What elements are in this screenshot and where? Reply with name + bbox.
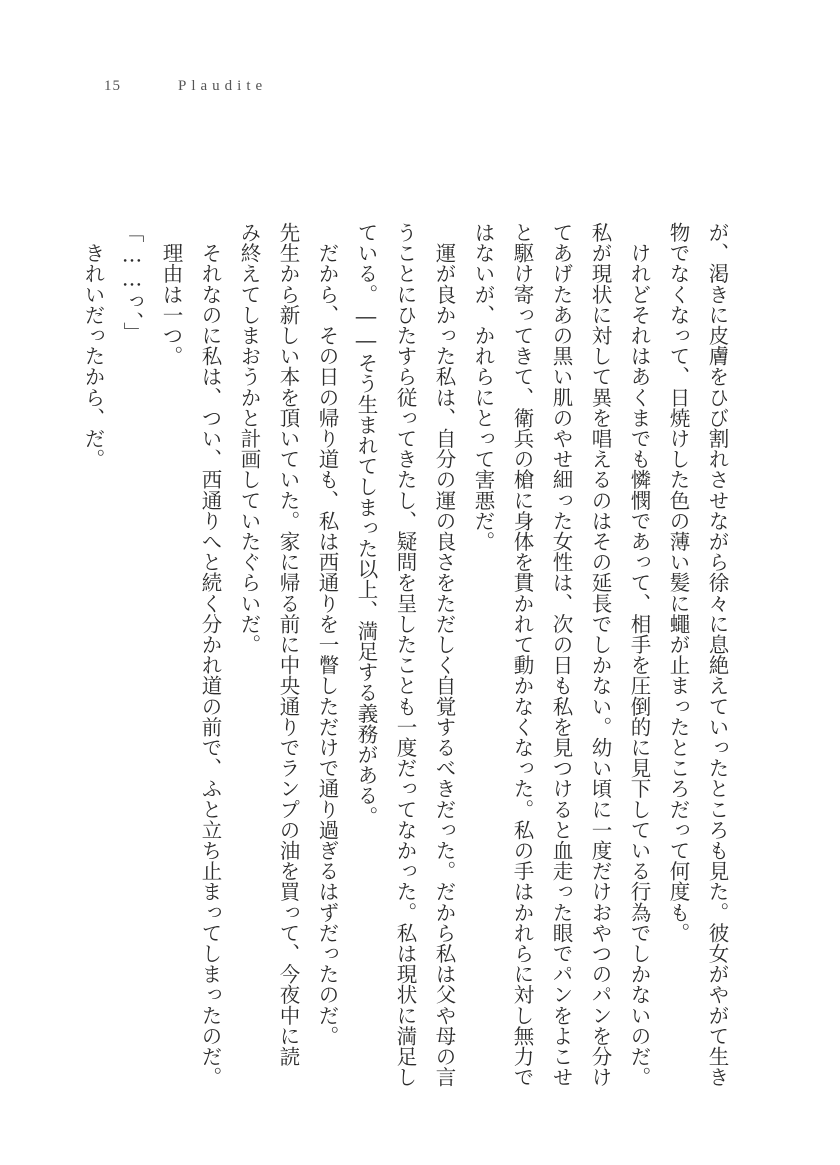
text-line: うことにひたすら従ってきたし、疑問を呈したことも一度だってなかった。私は現状に満足し: [393, 222, 417, 1088]
page-header: [104, 78, 736, 98]
text-line: それなのに私は、つい、西通りへと続く分かれ道の前で、ふと立ち止まってしまったのだ。: [198, 222, 222, 1088]
text-line: 運が良かった私は、自分の運の良さをただしく自覚するべきだった。だから私は父や母の言: [432, 222, 456, 1088]
text-line: 先生から新しい本を頂いていた。家に帰る前に中央通りでランプの油を買って、今夜中に読: [276, 222, 300, 1067]
vertical-text-body: [81, 222, 736, 1088]
text-line: 理由は一つ。: [159, 222, 183, 367]
text-line: ている。――そう生まれてしまった以上、満足する義務がある。: [354, 222, 378, 827]
text-line: けれどそれはあくまでも憐憫であって、相手を圧倒的に見下している行為でしかないのだ。: [627, 222, 651, 1088]
text-line: てあげたあの黒い肌のやせ細った女性は、次の日も私を見つけると血走った眼でパンをよこせ: [549, 222, 573, 1088]
running-title: Plaudite: [178, 78, 268, 94]
text-line: 「……っ、」: [120, 222, 144, 343]
text-line: と駆け寄ってきて、衛兵の槍に身体を貫かれて動かなくなった。私の手はかれらに対し無力で: [510, 222, 534, 1088]
text-line: だから、その日の帰り道も、私は西通りを一瞥しただけで通り過ぎるはずだったのだ。: [315, 222, 339, 1046]
page-number: 15: [104, 78, 121, 94]
text-line: が、渇きに皮膚をひび割れさせながら徐々に息絶えていったところも見た。彼女がやがて生き: [705, 222, 729, 1088]
text-line: 物でなくなって、日焼けした色の薄い髪に蠅が止まったところだって何度も。: [666, 222, 690, 943]
text-line: きれいだったから、だ。: [81, 222, 105, 470]
text-line: 私が現状に対して異を唱えるのはその延長でしかない。幼い頃に一度だけおやつのパンを分け: [588, 222, 612, 1088]
text-line: み終えてしまおうかと計画していたぐらいだ。: [237, 222, 261, 655]
text-line: はないが、かれらにとって害悪だ。: [471, 222, 495, 552]
